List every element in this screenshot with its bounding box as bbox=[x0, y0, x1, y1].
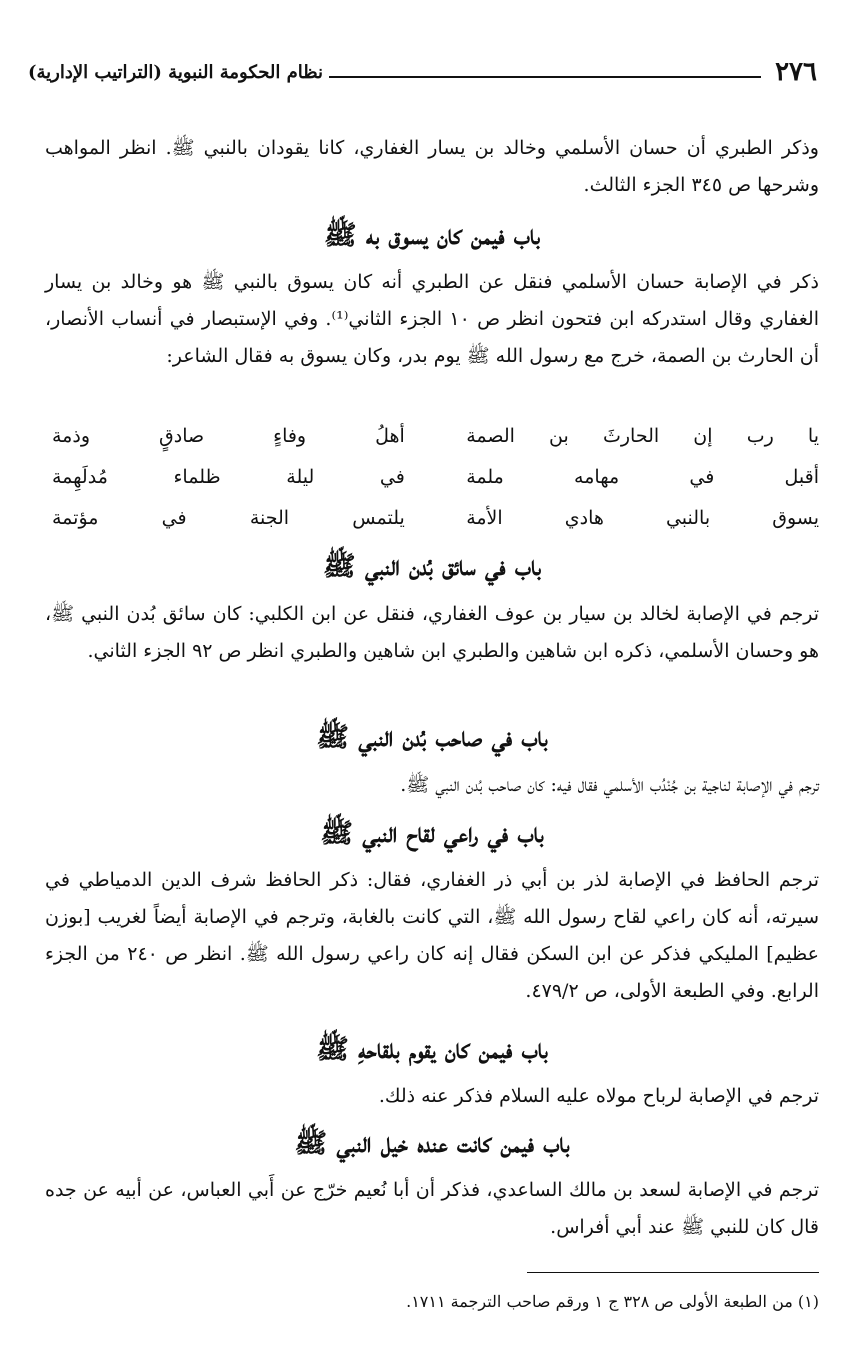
footnote-rule bbox=[527, 1272, 819, 1273]
section-heading: باب فيمن كان يقوم بلقاحهِ ﷺ bbox=[316, 1034, 548, 1065]
poem-hemistich-second: في ليلة ظلماء مُدلَهِمة bbox=[52, 466, 405, 488]
poem bbox=[52, 416, 819, 539]
section-heading: باب في راعي لقاح النبي ﷺ bbox=[320, 818, 544, 849]
poem-verse bbox=[52, 498, 819, 539]
section-paragraph: ترجم الحافظ في الإصابة لذر بن أبي ذر الغفاري، فقال: ذكر الحافظ شرف الدين الدمياطي في سيرته، أنه كان راعي لقاح رسول الله ﷺ، التي كانت بالغابة، وترجم في الإصابة أيضاً لغريب [بوزن عظيم] المليكي فذكر عن ابن السكن فقال إنه كان راعي رسول الله ﷺ. انظر ص ٢٤٠ من الجزء الرابع. وفي الطبعة الأولى، ص ٤٧٩/٢. bbox=[45, 869, 819, 1002]
poem-hemistich-second: أهلُ وفاءٍ صادقٍ وذمة bbox=[52, 425, 405, 447]
poem-hemistich-first: يا رب إن الحارثَ بن الصمة bbox=[466, 425, 819, 447]
section-paragraph: ترجم في الإصابة لسعد بن مالك الساعدي، فذكر أن أبا نُعيم خرّج عن أَبي العباس، عن أبيه عن جده قال كان للنبي ﷺ عند أبي أفراس. bbox=[45, 1179, 819, 1238]
section-heading: باب في صاحب بُدن النبي ﷺ bbox=[316, 722, 548, 753]
section-paragraph: ترجم في الإصابة لخالد بن سيار بن عوف الغفاري، فنقل عن ابن الكلبي: كان سائق بُدن النبي ﷺ، هو وحسان الأسلمي، ذكره ابن شاهين والطبري ابن شاهين والطبري انظر ص ٩٢ الجزء الثاني. bbox=[45, 603, 819, 662]
poem-hemistich-first: يسوق بالنبي هادي الأمة bbox=[466, 507, 819, 529]
header-rule bbox=[329, 76, 761, 78]
section-paragraph: ذكر في الإصابة حسان الأسلمي فنقل عن الطبري أنه كان يسوق بالنبي ﷺ هو وخالد بن يسار الغفاري وقال استدركه ابن فتحون انظر ص ١٠ الجزء الثاني⁽¹⁾. وفي الإستبصار في أنساب الأنصار، أن الحارث بن الصمة، خرج مع رسول الله ﷺ يوم بدر، وكان يسوق به فقال الشاعر: bbox=[45, 271, 819, 367]
poem-hemistich-first: أقبل في مهامه ملمة bbox=[466, 466, 819, 488]
section-heading: باب فيمن كانت عنده خيل النبي ﷺ bbox=[294, 1128, 570, 1159]
intro-paragraph: وذكر الطبري أن حسان الأسلمي وخالد بن يسار الغفاري، كانا يقودان بالنبي ﷺ. انظر المواهب وشرحها ص ٣٤٥ الجزء الثالث. bbox=[45, 137, 819, 196]
poem-verse bbox=[52, 416, 819, 457]
poem-hemistich-second: يلتمس الجنة في مؤتمة bbox=[52, 507, 405, 529]
section-heading: باب في سائق بُدن النبي ﷺ bbox=[322, 551, 542, 582]
page-header bbox=[28, 52, 817, 92]
page-number: ٢٧٦ bbox=[775, 57, 817, 87]
poem-verse bbox=[52, 457, 819, 498]
section-paragraph: ترجم في الإصابة لرباح مولاه عليه السلام فذكر عنه ذلك. bbox=[378, 1085, 819, 1107]
footnote: (١) من الطبعة الأولى ص ٣٢٨ ج ١ ورقم صاحب الترجمة ١٧١١. bbox=[406, 1292, 819, 1311]
section-paragraph: ترجم في الإصابة لناجية بن جُنْدُب الأسلمي فقال فيه: كان صاحب بُدن النبي ﷺ. bbox=[400, 774, 819, 796]
section-heading: باب فيمن كان يسوق به ﷺ bbox=[323, 220, 540, 251]
running-title: نظام الحكومة النبوية (التراتيب الإدارية) bbox=[28, 61, 324, 83]
